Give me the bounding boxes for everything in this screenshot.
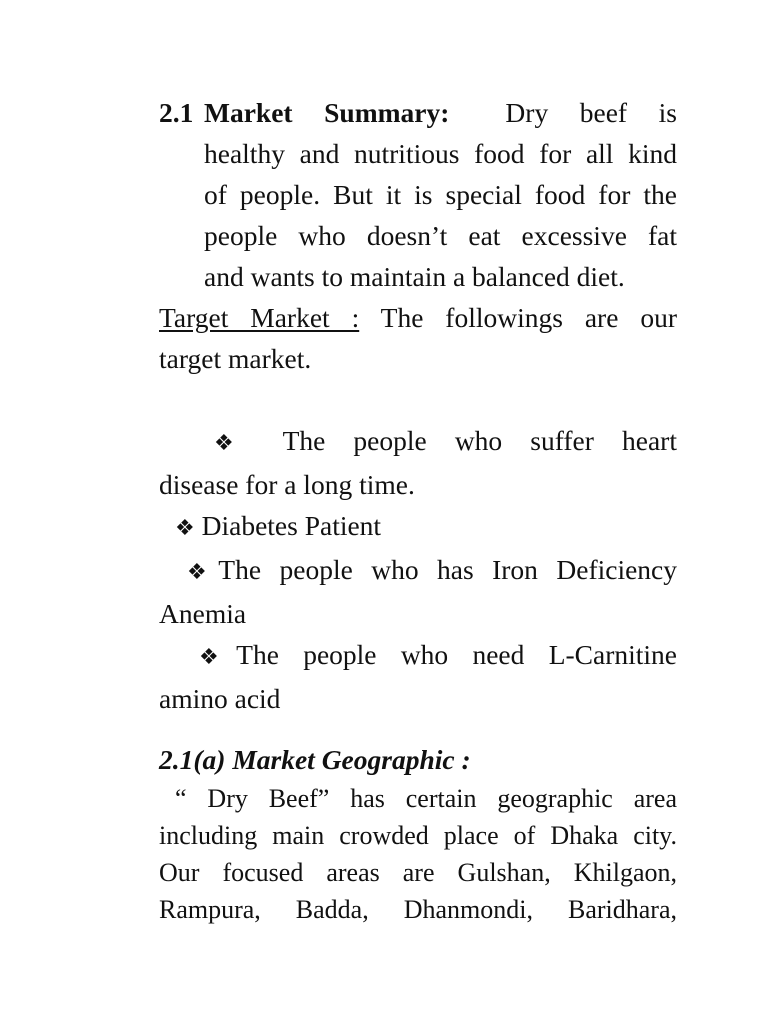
bullet-4-text: The people who need L-Carnitine: [236, 639, 677, 670]
summary-line-4: people who doesn’t eat excessive fat: [204, 220, 677, 251]
geo-line-4: Rampura, Badda, Dhanmondi, Baridhara,: [159, 895, 677, 924]
geo-line-2: including main crowded place of Dhaka city.: [159, 821, 677, 850]
bullet-2-text: Diabetes Patient: [201, 510, 382, 541]
geo-line-3: Our focused areas are Gulshan, Khilgaon,: [159, 858, 677, 887]
diamond-bullet-icon: ❖: [187, 560, 219, 585]
geo-line-1: “ Dry Beef” has certain geographic area: [175, 784, 677, 813]
bullet-item-diabetes: [159, 505, 677, 549]
market-summary-paragraph: [159, 92, 677, 297]
summary-line-1: [204, 92, 677, 133]
bullet-item-l-carnitine: [159, 634, 677, 719]
target-market-line-2: target market.: [159, 343, 312, 374]
bullet-1-text: The people who suffer heart: [282, 425, 677, 456]
bullet-4-line-1: [159, 634, 677, 678]
bullet-3-text: The people who has Iron Deficiency: [218, 554, 677, 585]
bullet-1-line-1: [159, 420, 677, 464]
bullet-item-heart-disease: [159, 420, 677, 505]
bullet-3-line-1: [159, 549, 677, 593]
market-geographic-paragraph: [159, 780, 677, 928]
target-market-paragraph: [159, 297, 677, 379]
bullet-4-line-2: amino acid: [159, 683, 281, 714]
summary-line-1-text: Dry beef is: [505, 97, 677, 128]
bullet-item-iron-deficiency: [159, 549, 677, 634]
diamond-bullet-icon: ❖: [175, 516, 195, 541]
target-market-line-1: [159, 297, 677, 338]
bullet-2-line: [159, 505, 677, 549]
target-market-text: The followings are our: [380, 302, 677, 333]
diamond-bullet-icon: ❖: [214, 431, 255, 456]
market-summary-heading: Market Summary:: [204, 97, 450, 128]
market-geographic-heading: 2.1(a) Market Geographic :: [159, 744, 471, 775]
bullet-3-line-2: Anemia: [159, 598, 247, 629]
section-number: 2.1: [159, 97, 194, 128]
summary-line-2: healthy and nutritious food for all kind: [204, 138, 677, 169]
summary-line-3: of people. But it is special food for the: [204, 179, 677, 210]
diamond-bullet-icon: ❖: [199, 645, 237, 670]
bullet-1-line-2: disease for a long time.: [159, 469, 415, 500]
summary-line-5: and wants to maintain a balanced diet.: [204, 261, 625, 292]
target-market-label: Target Market :: [159, 302, 360, 333]
document-page: [159, 92, 677, 928]
